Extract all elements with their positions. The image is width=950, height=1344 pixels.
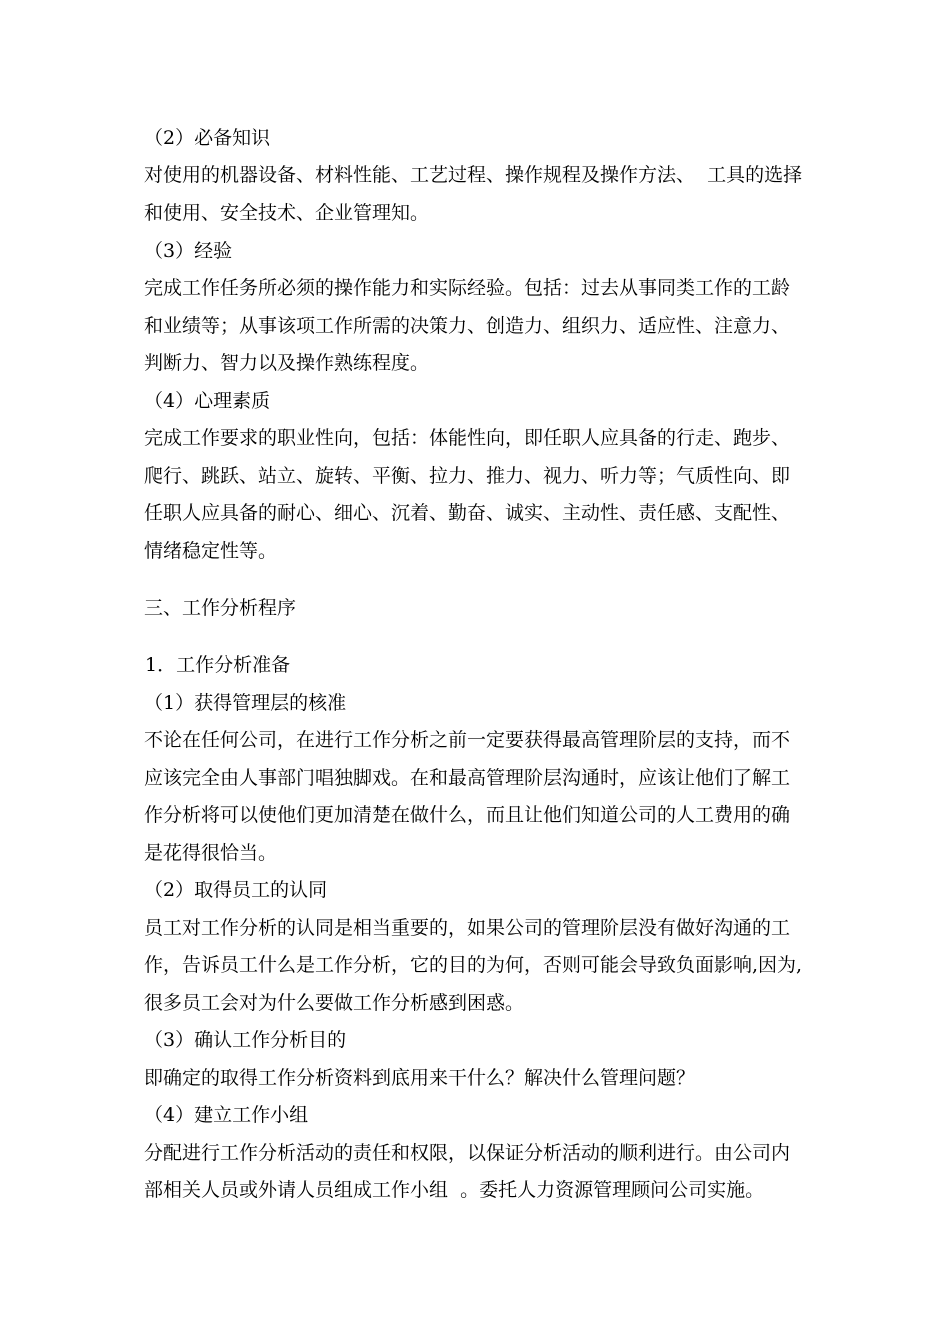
paragraph-line: 完成工作要求的职业性向，包括：体能性向，即任职人应具备的行走、跑步、 xyxy=(144,427,791,449)
subheading-management-approval: （1）获得管理层的核准 xyxy=(144,692,347,714)
paragraph-line: 即确定的取得工作分析资料到底用来干什么？解决什么管理问题？ xyxy=(144,1067,696,1089)
paragraph-line: 完成工作任务所必须的操作能力和实际经验。包括：过去从事同类工作的工龄 xyxy=(144,277,791,299)
paragraph-line: 分配进行工作分析活动的责任和权限，以保证分析活动的顺利进行。由公司内 xyxy=(144,1142,791,1164)
section-heading-procedure: 三、工作分析程序 xyxy=(144,597,297,619)
paragraph-line: 和使用、安全技术、企业管理知。 xyxy=(144,202,430,224)
paragraph-line: 作分析将可以使他们更加清楚在做什么，而且让他们知道公司的人工费用的确 xyxy=(144,804,791,826)
paragraph-line: 情绪稳定性等。 xyxy=(144,540,278,562)
subheading-required-knowledge: （2）必备知识 xyxy=(144,127,271,149)
subheading-build-team: （4）建立工作小组 xyxy=(144,1104,309,1126)
paragraph-line: 部相关人员或外请人员组成工作小组 。委托人力资源管理顾问公司实施。 xyxy=(144,1179,765,1201)
paragraph-line: 和业绩等；从事该项工作所需的决策力、创造力、组织力、适应性、注意力、 xyxy=(144,315,791,337)
paragraph-line: 作，告诉员工什么是工作分析，它的目的为何，否则可能会导致负面影响,因为, xyxy=(144,954,803,976)
paragraph-line: 很多员工会对为什么要做工作分析感到困惑。 xyxy=(144,992,525,1014)
paragraph-line: 判断力、智力以及操作熟练程度。 xyxy=(144,352,430,374)
subheading-employee-recognition: （2）取得员工的认同 xyxy=(144,879,328,901)
subheading-psychological-quality: （4）心理素质 xyxy=(144,390,271,412)
paragraph-line: 员工对工作分析的认同是相当重要的，如果公司的管理阶层没有做好沟通的工 xyxy=(144,917,791,939)
paragraph-line: 应该完全由人事部门唱独脚戏。在和最高管理阶层沟通时，应该让他们了解工 xyxy=(144,767,791,789)
subheading-confirm-purpose: （3）确认工作分析目的 xyxy=(144,1029,347,1051)
paragraph-line: 任职人应具备的耐心、细心、沉着、勤奋、诚实、主动性、责任感、支配性、 xyxy=(144,502,791,524)
subheading-experience: （3）经验 xyxy=(144,240,233,262)
paragraph-line: 不论在任何公司，在进行工作分析之前一定要获得最高管理阶层的支持，而不 xyxy=(144,729,791,751)
paragraph-line: 爬行、跳跃、站立、旋转、平衡、拉力、推力、视力、听力等；气质性向、即 xyxy=(144,465,791,487)
paragraph-line: 对使用的机器设备、材料性能、工艺过程、操作规程及操作方法、 工具的选择 xyxy=(144,164,803,186)
paragraph-line: 是花得很恰当。 xyxy=(144,842,278,864)
subsection-heading-preparation: 1．工作分析准备 xyxy=(145,654,291,676)
